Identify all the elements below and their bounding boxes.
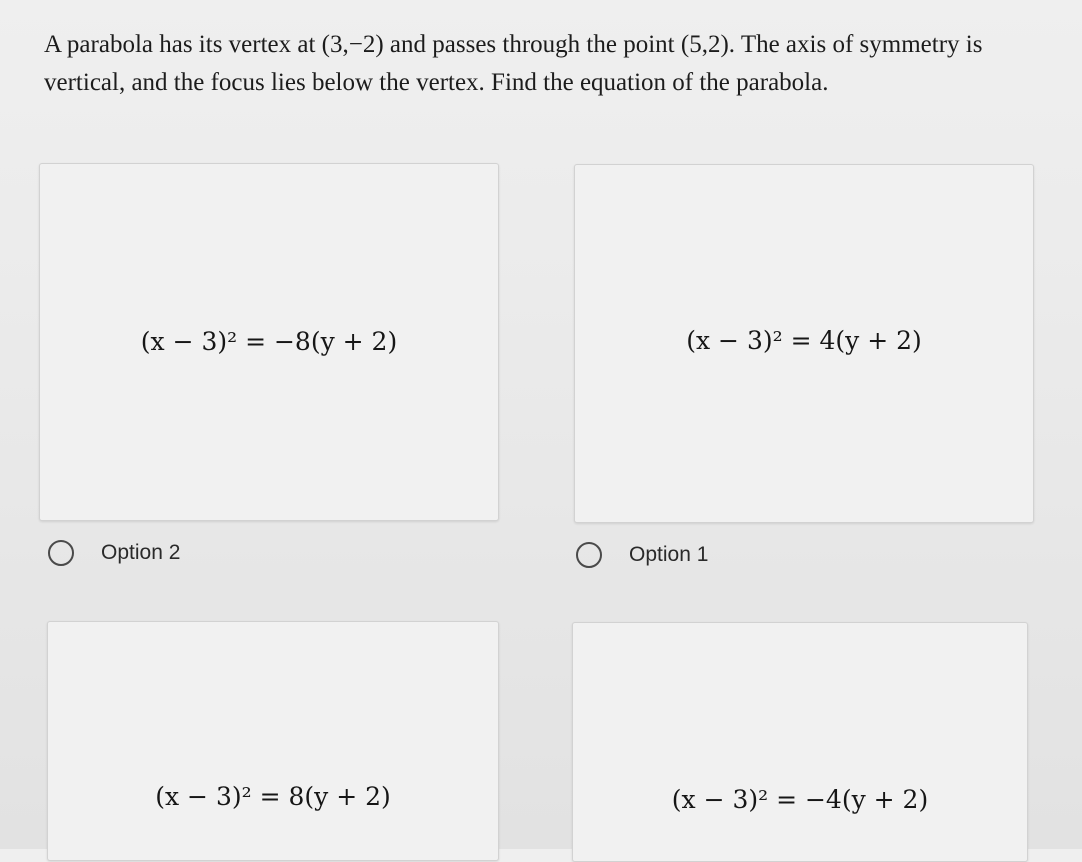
- option-2-image-card[interactable]: [39, 163, 499, 521]
- equation-text: (x − 3)² = −8(y + 2): [140, 327, 398, 356]
- option-image-card[interactable]: [47, 621, 499, 861]
- option-image-card[interactable]: [572, 622, 1028, 862]
- equation-text: (x − 3)² = −4(y + 2): [671, 785, 929, 814]
- equation-text: (x − 3)² = 4(y + 2): [686, 326, 922, 355]
- option-label: Option 2: [101, 541, 181, 564]
- option-1-image-card[interactable]: [574, 164, 1034, 523]
- question-text: A parabola has its vertex at (3,−2) and passes through the point (5,2). The axis of symmetry is vertical, and the focus lies below the vertex. Find the equation of the parabola.: [44, 31, 983, 96]
- option-label: Option 1: [629, 543, 709, 566]
- equation-text: (x − 3)² = 8(y + 2): [155, 782, 391, 811]
- radio-button[interactable]: [48, 540, 74, 566]
- radio-button[interactable]: [576, 542, 602, 568]
- option-2-choice[interactable]: [48, 540, 180, 566]
- option-1-choice[interactable]: [576, 542, 708, 568]
